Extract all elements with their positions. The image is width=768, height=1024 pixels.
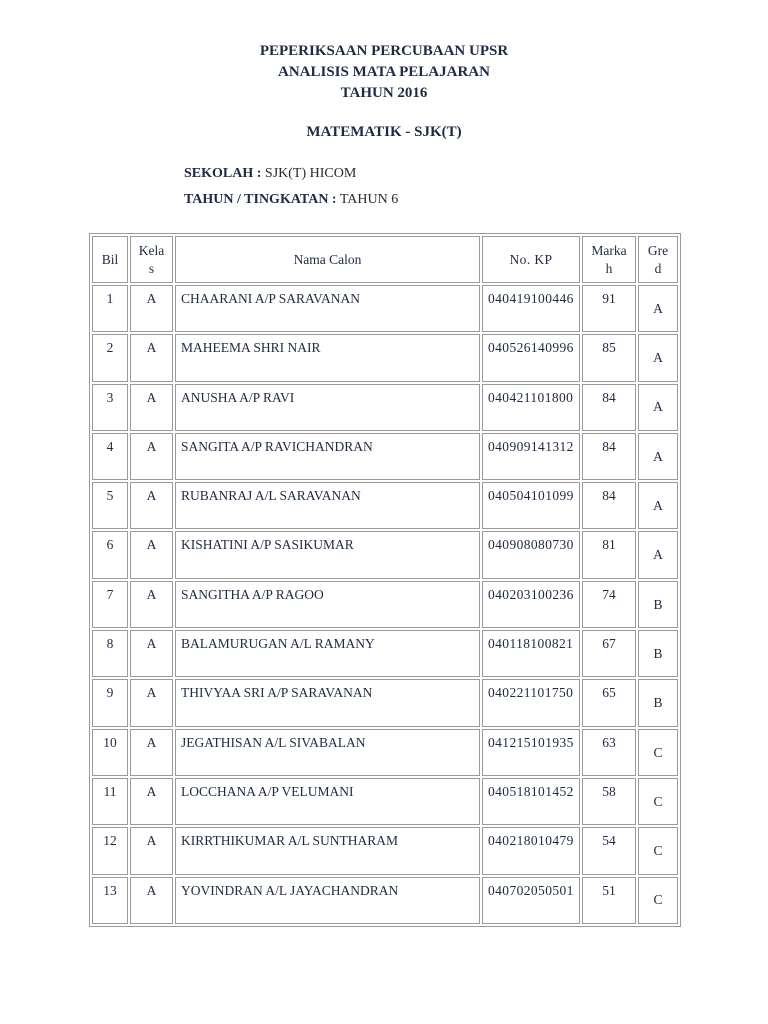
cell-nama: CHAARANI A/P SARAVANAN	[175, 285, 480, 332]
cell-kp: 040419100446	[482, 285, 580, 332]
table-row	[92, 285, 678, 332]
cell-bil: 4	[92, 433, 128, 480]
header-bil: Bil	[92, 236, 128, 283]
cell-bil: 5	[92, 482, 128, 529]
cell-gred: A	[638, 384, 678, 431]
cell-gred: A	[638, 334, 678, 381]
table-row	[92, 482, 678, 529]
header-kelas	[130, 236, 173, 283]
exam-title: PEPERIKSAAN PERCUBAAN UPSR	[259, 43, 509, 59]
cell-markah: 67	[582, 630, 636, 677]
header-markah-text: Markah	[591, 243, 627, 276]
school-value: SJK(T) HICOM	[264, 166, 357, 181]
cell-kp: 040526140996	[482, 334, 580, 381]
cell-kp: 040909141312	[482, 433, 580, 480]
level-label: TAHUN / TINGKATAN :	[184, 192, 337, 207]
table-row	[92, 827, 678, 874]
table-row	[92, 877, 678, 924]
school-info	[184, 165, 356, 183]
cell-kp: 040421101800	[482, 384, 580, 431]
cell-kp: 040118100821	[482, 630, 580, 677]
cell-bil: 1	[92, 285, 128, 332]
cell-kelas: A	[130, 433, 173, 480]
header-gred-text: Gred	[647, 243, 669, 276]
cell-kelas: A	[130, 630, 173, 677]
table-row	[92, 729, 678, 776]
year-title: TAHUN 2016	[340, 85, 428, 101]
cell-kp: 040203100236	[482, 581, 580, 628]
level-info	[184, 191, 398, 209]
cell-bil: 3	[92, 384, 128, 431]
cell-gred: A	[638, 482, 678, 529]
cell-kelas: A	[130, 384, 173, 431]
cell-kp: 040702050501	[482, 877, 580, 924]
cell-bil: 10	[92, 729, 128, 776]
cell-bil: 11	[92, 778, 128, 825]
header-nama: Nama Calon	[175, 236, 480, 283]
cell-kelas: A	[130, 679, 173, 726]
cell-bil: 8	[92, 630, 128, 677]
cell-bil: 6	[92, 531, 128, 578]
cell-gred: A	[638, 433, 678, 480]
cell-bil: 13	[92, 877, 128, 924]
cell-nama: YOVINDRAN A/L JAYACHANDRAN	[175, 877, 480, 924]
cell-nama: MAHEEMA SHRI NAIR	[175, 334, 480, 381]
cell-markah: 81	[582, 531, 636, 578]
cell-nama: RUBANRAJ A/L SARAVANAN	[175, 482, 480, 529]
table-row	[92, 679, 678, 726]
cell-bil: 7	[92, 581, 128, 628]
cell-markah: 91	[582, 285, 636, 332]
table-row	[92, 433, 678, 480]
cell-kelas: A	[130, 729, 173, 776]
cell-gred: C	[638, 827, 678, 874]
cell-markah: 58	[582, 778, 636, 825]
cell-nama: JEGATHISAN A/L SIVABALAN	[175, 729, 480, 776]
table-row	[92, 334, 678, 381]
cell-bil: 12	[92, 827, 128, 874]
table-row	[92, 531, 678, 578]
cell-kp: 040218010479	[482, 827, 580, 874]
cell-nama: KISHATINI A/P SASIKUMAR	[175, 531, 480, 578]
header-markah	[582, 236, 636, 283]
cell-kp: 040504101099	[482, 482, 580, 529]
cell-markah: 85	[582, 334, 636, 381]
cell-kelas: A	[130, 827, 173, 874]
cell-nama: THIVYAA SRI A/P SARAVANAN	[175, 679, 480, 726]
table-row	[92, 778, 678, 825]
cell-kelas: A	[130, 531, 173, 578]
cell-markah: 65	[582, 679, 636, 726]
cell-kelas: A	[130, 334, 173, 381]
header-gred	[638, 236, 678, 283]
cell-kp: 041215101935	[482, 729, 580, 776]
cell-kelas: A	[130, 482, 173, 529]
cell-markah: 84	[582, 482, 636, 529]
header-kp: No. KP	[482, 236, 580, 283]
cell-markah: 84	[582, 384, 636, 431]
cell-gred: B	[638, 581, 678, 628]
school-label: SEKOLAH :	[184, 166, 262, 181]
cell-gred: A	[638, 531, 678, 578]
table-header-row	[92, 236, 678, 283]
cell-kelas: A	[130, 778, 173, 825]
cell-markah: 51	[582, 877, 636, 924]
cell-markah: 74	[582, 581, 636, 628]
level-value: TAHUN 6	[339, 192, 399, 207]
subject-title: MATEMATIK - SJK(T)	[306, 124, 462, 140]
cell-gred: C	[638, 877, 678, 924]
cell-nama: KIRRTHIKUMAR A/L SUNTHARAM	[175, 827, 480, 874]
cell-markah: 84	[582, 433, 636, 480]
cell-kp: 040518101452	[482, 778, 580, 825]
cell-markah: 54	[582, 827, 636, 874]
cell-gred: B	[638, 630, 678, 677]
cell-gred: C	[638, 729, 678, 776]
cell-kp: 040221101750	[482, 679, 580, 726]
table-row	[92, 630, 678, 677]
cell-bil: 9	[92, 679, 128, 726]
cell-gred: C	[638, 778, 678, 825]
cell-bil: 2	[92, 334, 128, 381]
cell-gred: A	[638, 285, 678, 332]
cell-nama: SANGITA A/P RAVICHANDRAN	[175, 433, 480, 480]
header-kelas-text: Kelas	[138, 243, 165, 276]
results-table	[89, 233, 681, 927]
table-row	[92, 384, 678, 431]
cell-kelas: A	[130, 581, 173, 628]
table-row	[92, 581, 678, 628]
analysis-title: ANALISIS MATA PELAJARAN	[278, 64, 490, 80]
cell-kp: 040908080730	[482, 531, 580, 578]
cell-nama: LOCCHANA A/P VELUMANI	[175, 778, 480, 825]
cell-kelas: A	[130, 285, 173, 332]
cell-nama: BALAMURUGAN A/L RAMANY	[175, 630, 480, 677]
cell-nama: ANUSHA A/P RAVI	[175, 384, 480, 431]
cell-gred: B	[638, 679, 678, 726]
document-title	[0, 41, 768, 104]
cell-kelas: A	[130, 877, 173, 924]
cell-nama: SANGITHA A/P RAGOO	[175, 581, 480, 628]
cell-markah: 63	[582, 729, 636, 776]
